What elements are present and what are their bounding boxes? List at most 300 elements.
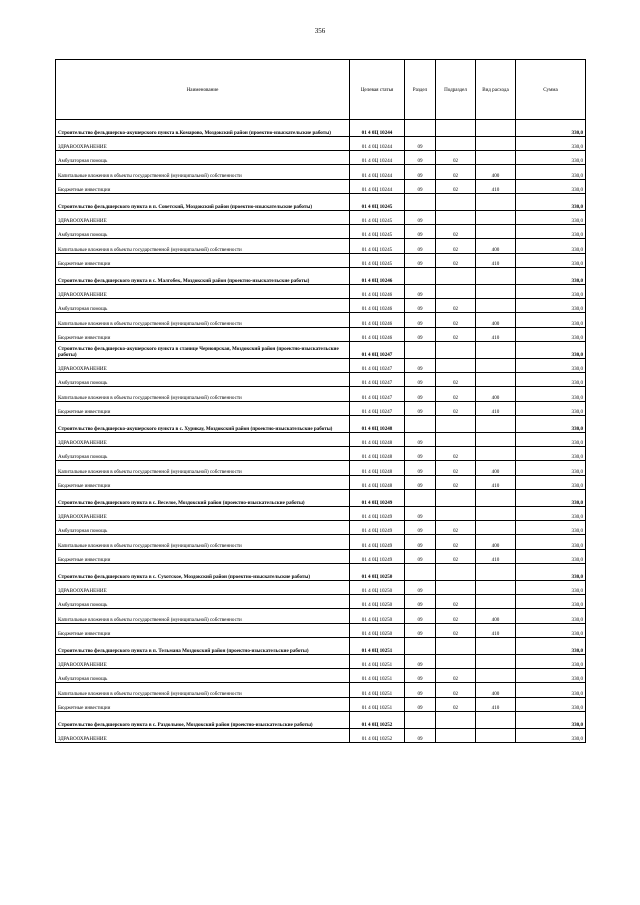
row-type-cell: 410 bbox=[476, 697, 516, 711]
table-row-object-title bbox=[56, 638, 586, 655]
table-row bbox=[56, 475, 586, 489]
row-section-cell: 09 bbox=[405, 210, 436, 224]
row-name-cell: Амбулаторная помощь bbox=[56, 151, 350, 165]
row-subsection-cell bbox=[436, 210, 476, 224]
row-code-cell: 01 4 0Ц 10244 bbox=[350, 165, 405, 179]
row-sum-cell: 330,0 bbox=[516, 580, 586, 594]
row-sum-cell: 330,0 bbox=[516, 609, 586, 623]
table-row bbox=[56, 165, 586, 179]
row-type-cell bbox=[476, 358, 516, 372]
row-name-cell: ЗДРАВООХРАНЕНИЕ bbox=[56, 358, 350, 372]
table-row bbox=[56, 669, 586, 683]
row-sum-cell: 330,0 bbox=[516, 373, 586, 387]
row-name-cell: Бюджетные инвестиции bbox=[56, 549, 350, 563]
object-code-cell: 01 4 0Ц 10249 bbox=[350, 490, 405, 507]
row-code-cell: 01 4 0Ц 10245 bbox=[350, 253, 405, 267]
row-subsection-cell: 02 bbox=[436, 239, 476, 253]
row-code-cell: 01 4 0Ц 10246 bbox=[350, 327, 405, 341]
row-subsection-cell: 02 bbox=[436, 401, 476, 415]
row-type-cell bbox=[476, 284, 516, 298]
row-section-cell: 09 bbox=[405, 358, 436, 372]
row-code-cell: 01 4 0Ц 10251 bbox=[350, 683, 405, 697]
row-code-cell: 01 4 0Ц 10246 bbox=[350, 299, 405, 313]
row-type-cell: 410 bbox=[476, 623, 516, 637]
row-sum-cell: 330,0 bbox=[516, 327, 586, 341]
row-code-cell: 01 4 0Ц 10245 bbox=[350, 239, 405, 253]
object-section-cell bbox=[405, 712, 436, 729]
row-name-cell: Бюджетные инвестиции bbox=[56, 697, 350, 711]
row-subsection-cell: 02 bbox=[436, 327, 476, 341]
row-sum-cell: 330,0 bbox=[516, 623, 586, 637]
table-row bbox=[56, 179, 586, 193]
row-code-cell: 01 4 0Ц 10245 bbox=[350, 225, 405, 239]
row-name-cell: ЗДРАВООХРАНЕНИЕ bbox=[56, 136, 350, 150]
row-code-cell: 01 4 0Ц 10249 bbox=[350, 535, 405, 549]
table-row bbox=[56, 609, 586, 623]
object-sum-cell: 330,0 bbox=[516, 564, 586, 581]
object-subsection-cell bbox=[436, 712, 476, 729]
row-type-cell: 400 bbox=[476, 535, 516, 549]
row-section-cell: 09 bbox=[405, 728, 436, 742]
row-code-cell: 01 4 0Ц 10251 bbox=[350, 654, 405, 668]
row-subsection-cell bbox=[436, 506, 476, 520]
row-name-cell: Амбулаторная помощь bbox=[56, 595, 350, 609]
row-section-cell: 09 bbox=[405, 521, 436, 535]
object-sum-cell: 330,0 bbox=[516, 194, 586, 211]
table-row bbox=[56, 580, 586, 594]
row-section-cell: 09 bbox=[405, 373, 436, 387]
object-title-cell: Строительство фельдшерского пункта в с. Сухотское, Моздокский район (проектно-изыскательские работы) bbox=[56, 564, 350, 581]
object-sum-cell: 330,0 bbox=[516, 490, 586, 507]
row-type-cell: 400 bbox=[476, 313, 516, 327]
column-header-name: Наименование bbox=[56, 60, 350, 120]
object-code-cell: 01 4 0Ц 10247 bbox=[350, 342, 405, 359]
row-name-cell: ЗДРАВООХРАНЕНИЕ bbox=[56, 654, 350, 668]
row-code-cell: 01 4 0Ц 10248 bbox=[350, 475, 405, 489]
row-section-cell: 09 bbox=[405, 549, 436, 563]
row-sum-cell: 330,0 bbox=[516, 401, 586, 415]
table-row bbox=[56, 313, 586, 327]
row-code-cell: 01 4 0Ц 10244 bbox=[350, 151, 405, 165]
row-type-cell bbox=[476, 373, 516, 387]
table-row bbox=[56, 210, 586, 224]
object-code-cell: 01 4 0Ц 10248 bbox=[350, 416, 405, 433]
object-code-cell: 01 4 0Ц 10245 bbox=[350, 194, 405, 211]
row-type-cell bbox=[476, 299, 516, 313]
row-type-cell: 410 bbox=[476, 475, 516, 489]
object-section-cell bbox=[405, 638, 436, 655]
object-subsection-cell bbox=[436, 564, 476, 581]
column-header-section: Раздел bbox=[405, 60, 436, 120]
row-name-cell: Капитальные вложения в объекты государственной (муниципальной) собственности bbox=[56, 165, 350, 179]
row-sum-cell: 330,0 bbox=[516, 535, 586, 549]
row-subsection-cell: 02 bbox=[436, 151, 476, 165]
row-type-cell: 410 bbox=[476, 549, 516, 563]
row-code-cell: 01 4 0Ц 10248 bbox=[350, 447, 405, 461]
row-type-cell: 400 bbox=[476, 609, 516, 623]
table-row bbox=[56, 151, 586, 165]
table-row bbox=[56, 253, 586, 267]
row-section-cell: 09 bbox=[405, 669, 436, 683]
object-section-cell bbox=[405, 416, 436, 433]
object-subsection-cell bbox=[436, 268, 476, 285]
object-subsection-cell bbox=[436, 490, 476, 507]
row-section-cell: 09 bbox=[405, 654, 436, 668]
row-type-cell: 400 bbox=[476, 461, 516, 475]
row-sum-cell: 330,0 bbox=[516, 239, 586, 253]
row-sum-cell: 330,0 bbox=[516, 697, 586, 711]
table-row bbox=[56, 728, 586, 742]
row-type-cell bbox=[476, 521, 516, 535]
row-subsection-cell: 02 bbox=[436, 595, 476, 609]
row-section-cell: 09 bbox=[405, 165, 436, 179]
object-title-cell: Строительство фельдшерского пункта в с. Малгобек, Моздокский район (проектно-изыскательские работы) bbox=[56, 268, 350, 285]
row-section-cell: 09 bbox=[405, 697, 436, 711]
row-type-cell bbox=[476, 506, 516, 520]
table-body bbox=[56, 120, 586, 743]
table-row-object-title bbox=[56, 712, 586, 729]
object-sum-cell: 330,0 bbox=[516, 120, 586, 137]
row-name-cell: ЗДРАВООХРАНЕНИЕ bbox=[56, 506, 350, 520]
page-number: 356 bbox=[314, 27, 326, 35]
row-type-cell bbox=[476, 432, 516, 446]
object-sum-cell: 330,0 bbox=[516, 416, 586, 433]
row-type-cell: 400 bbox=[476, 165, 516, 179]
table-row bbox=[56, 549, 586, 563]
row-name-cell: Амбулаторная помощь bbox=[56, 669, 350, 683]
row-sum-cell: 330,0 bbox=[516, 669, 586, 683]
object-title-cell: Строительство фельдшерско-акушерского пункта в станице Черноярская, Моздокский район (проектно-изыскательские работы) bbox=[56, 342, 350, 359]
row-type-cell bbox=[476, 580, 516, 594]
row-name-cell: Капитальные вложения в объекты государственной (муниципальной) собственности bbox=[56, 535, 350, 549]
table-header-row bbox=[56, 60, 586, 120]
row-name-cell: Капитальные вложения в объекты государственной (муниципальной) собственности bbox=[56, 461, 350, 475]
object-section-cell bbox=[405, 490, 436, 507]
object-section-cell bbox=[405, 268, 436, 285]
row-code-cell: 01 4 0Ц 10250 bbox=[350, 595, 405, 609]
row-section-cell: 09 bbox=[405, 179, 436, 193]
row-section-cell: 09 bbox=[405, 239, 436, 253]
object-subsection-cell bbox=[436, 342, 476, 359]
object-title-cell: Строительство фельдшерско-акушерского пункта в с. Хурикау, Моздокский район (проектно-изыскательские работы) bbox=[56, 416, 350, 433]
object-title-cell: Строительство фельдшерского пункта в п. Тельмана Моздокский район (проектно-изыскательские работы) bbox=[56, 638, 350, 655]
table-row bbox=[56, 327, 586, 341]
row-sum-cell: 330,0 bbox=[516, 136, 586, 150]
object-title-cell: Строительство фельдшерского пункта в с. Веселое, Моздокский район (проектно-изыскательские работы) bbox=[56, 490, 350, 507]
row-code-cell: 01 4 0Ц 10252 bbox=[350, 728, 405, 742]
row-section-cell: 09 bbox=[405, 151, 436, 165]
row-sum-cell: 330,0 bbox=[516, 683, 586, 697]
row-type-cell bbox=[476, 669, 516, 683]
table-row-object-title bbox=[56, 564, 586, 581]
table-row bbox=[56, 654, 586, 668]
table-row bbox=[56, 299, 586, 313]
object-section-cell bbox=[405, 342, 436, 359]
row-code-cell: 01 4 0Ц 10247 bbox=[350, 387, 405, 401]
row-section-cell: 09 bbox=[405, 683, 436, 697]
row-name-cell: Бюджетные инвестиции bbox=[56, 179, 350, 193]
row-type-cell bbox=[476, 728, 516, 742]
row-section-cell: 09 bbox=[405, 401, 436, 415]
row-code-cell: 01 4 0Ц 10244 bbox=[350, 179, 405, 193]
object-title-cell: Строительство фельдшерско-акушерского пункта в.Комарово, Моздокский район (проектно-изыскательские работы) bbox=[56, 120, 350, 137]
row-section-cell: 09 bbox=[405, 136, 436, 150]
row-sum-cell: 330,0 bbox=[516, 284, 586, 298]
table-row bbox=[56, 401, 586, 415]
row-subsection-cell bbox=[436, 580, 476, 594]
object-type-cell bbox=[476, 120, 516, 137]
row-subsection-cell: 02 bbox=[436, 253, 476, 267]
row-section-cell: 09 bbox=[405, 447, 436, 461]
object-subsection-cell bbox=[436, 416, 476, 433]
row-type-cell: 400 bbox=[476, 239, 516, 253]
row-sum-cell: 330,0 bbox=[516, 225, 586, 239]
object-subsection-cell bbox=[436, 638, 476, 655]
table-row bbox=[56, 239, 586, 253]
row-subsection-cell: 02 bbox=[436, 609, 476, 623]
row-code-cell: 01 4 0Ц 10250 bbox=[350, 623, 405, 637]
row-section-cell: 09 bbox=[405, 580, 436, 594]
row-name-cell: Амбулаторная помощь bbox=[56, 373, 350, 387]
table-row-object-title bbox=[56, 268, 586, 285]
row-type-cell: 400 bbox=[476, 683, 516, 697]
object-type-cell bbox=[476, 490, 516, 507]
row-sum-cell: 330,0 bbox=[516, 165, 586, 179]
table-row bbox=[56, 595, 586, 609]
object-sum-cell: 330,0 bbox=[516, 268, 586, 285]
object-type-cell bbox=[476, 194, 516, 211]
row-subsection-cell: 02 bbox=[436, 447, 476, 461]
table-row bbox=[56, 432, 586, 446]
row-name-cell: Бюджетные инвестиции bbox=[56, 623, 350, 637]
row-subsection-cell: 02 bbox=[436, 165, 476, 179]
row-name-cell: Бюджетные инвестиции bbox=[56, 475, 350, 489]
column-header-code: Целевая статья bbox=[350, 60, 405, 120]
row-subsection-cell bbox=[436, 728, 476, 742]
object-sum-cell: 330,0 bbox=[516, 712, 586, 729]
row-type-cell bbox=[476, 654, 516, 668]
row-sum-cell: 330,0 bbox=[516, 299, 586, 313]
row-section-cell: 09 bbox=[405, 506, 436, 520]
table-row bbox=[56, 447, 586, 461]
object-type-cell bbox=[476, 268, 516, 285]
row-name-cell: Амбулаторная помощь bbox=[56, 225, 350, 239]
row-code-cell: 01 4 0Ц 10247 bbox=[350, 358, 405, 372]
row-section-cell: 09 bbox=[405, 253, 436, 267]
row-subsection-cell: 02 bbox=[436, 683, 476, 697]
object-code-cell: 01 4 0Ц 10246 bbox=[350, 268, 405, 285]
object-section-cell bbox=[405, 120, 436, 137]
row-name-cell: Капитальные вложения в объекты государственной (муниципальной) собственности bbox=[56, 683, 350, 697]
object-sum-cell: 330,0 bbox=[516, 342, 586, 359]
row-type-cell bbox=[476, 225, 516, 239]
row-subsection-cell: 02 bbox=[436, 225, 476, 239]
row-code-cell: 01 4 0Ц 10251 bbox=[350, 697, 405, 711]
row-name-cell: Капитальные вложения в объекты государственной (муниципальной) собственности bbox=[56, 239, 350, 253]
row-sum-cell: 330,0 bbox=[516, 461, 586, 475]
row-section-cell: 09 bbox=[405, 299, 436, 313]
row-subsection-cell bbox=[436, 654, 476, 668]
row-section-cell: 09 bbox=[405, 623, 436, 637]
row-sum-cell: 330,0 bbox=[516, 595, 586, 609]
row-code-cell: 01 4 0Ц 10246 bbox=[350, 284, 405, 298]
row-name-cell: Капитальные вложения в объекты государственной (муниципальной) собственности bbox=[56, 609, 350, 623]
row-sum-cell: 330,0 bbox=[516, 549, 586, 563]
row-name-cell: Амбулаторная помощь bbox=[56, 299, 350, 313]
object-section-cell bbox=[405, 564, 436, 581]
table-row-object-title bbox=[56, 490, 586, 507]
object-title-cell: Строительство фельдшерского пункта в п. Советский, Моздокский район (проектно-изыскательские работы) bbox=[56, 194, 350, 211]
column-header-sum: Сумма bbox=[516, 60, 586, 120]
row-section-cell: 09 bbox=[405, 609, 436, 623]
row-subsection-cell: 02 bbox=[436, 669, 476, 683]
row-subsection-cell: 02 bbox=[436, 549, 476, 563]
row-sum-cell: 330,0 bbox=[516, 447, 586, 461]
row-subsection-cell bbox=[436, 284, 476, 298]
row-sum-cell: 330,0 bbox=[516, 313, 586, 327]
row-code-cell: 01 4 0Ц 10250 bbox=[350, 609, 405, 623]
row-type-cell: 410 bbox=[476, 327, 516, 341]
row-subsection-cell: 02 bbox=[436, 475, 476, 489]
table-row bbox=[56, 697, 586, 711]
row-section-cell: 09 bbox=[405, 313, 436, 327]
table-row bbox=[56, 387, 586, 401]
row-subsection-cell: 02 bbox=[436, 387, 476, 401]
object-code-cell: 01 4 0Ц 10251 bbox=[350, 638, 405, 655]
row-name-cell: Капитальные вложения в объекты государственной (муниципальной) собственности bbox=[56, 313, 350, 327]
table-row bbox=[56, 506, 586, 520]
row-code-cell: 01 4 0Ц 10246 bbox=[350, 313, 405, 327]
table-row bbox=[56, 535, 586, 549]
row-name-cell: ЗДРАВООХРАНЕНИЕ bbox=[56, 728, 350, 742]
row-section-cell: 09 bbox=[405, 475, 436, 489]
row-subsection-cell: 02 bbox=[436, 461, 476, 475]
row-code-cell: 01 4 0Ц 10245 bbox=[350, 210, 405, 224]
row-sum-cell: 330,0 bbox=[516, 253, 586, 267]
row-type-cell bbox=[476, 151, 516, 165]
object-type-cell bbox=[476, 342, 516, 359]
object-type-cell bbox=[476, 564, 516, 581]
row-type-cell: 410 bbox=[476, 179, 516, 193]
table-row bbox=[56, 225, 586, 239]
row-type-cell: 410 bbox=[476, 401, 516, 415]
row-code-cell: 01 4 0Ц 10247 bbox=[350, 401, 405, 415]
row-name-cell: ЗДРАВООХРАНЕНИЕ bbox=[56, 580, 350, 594]
table-row-object-title bbox=[56, 194, 586, 211]
row-subsection-cell: 02 bbox=[436, 179, 476, 193]
row-section-cell: 09 bbox=[405, 327, 436, 341]
row-sum-cell: 330,0 bbox=[516, 728, 586, 742]
row-sum-cell: 330,0 bbox=[516, 521, 586, 535]
table-row bbox=[56, 623, 586, 637]
row-section-cell: 09 bbox=[405, 595, 436, 609]
row-subsection-cell bbox=[436, 358, 476, 372]
row-sum-cell: 330,0 bbox=[516, 506, 586, 520]
row-sum-cell: 330,0 bbox=[516, 358, 586, 372]
row-type-cell bbox=[476, 210, 516, 224]
column-header-subsection: Подраздел bbox=[436, 60, 476, 120]
row-code-cell: 01 4 0Ц 10250 bbox=[350, 580, 405, 594]
row-name-cell: ЗДРАВООХРАНЕНИЕ bbox=[56, 432, 350, 446]
row-subsection-cell bbox=[436, 136, 476, 150]
object-title-cell: Строительство фельдшерского пункта в с. Раздольное, Моздокский район (проектно-изыскательские работы) bbox=[56, 712, 350, 729]
row-section-cell: 09 bbox=[405, 535, 436, 549]
row-type-cell bbox=[476, 447, 516, 461]
row-section-cell: 09 bbox=[405, 225, 436, 239]
row-name-cell: Бюджетные инвестиции bbox=[56, 253, 350, 267]
row-subsection-cell: 02 bbox=[436, 623, 476, 637]
object-type-cell bbox=[476, 712, 516, 729]
object-code-cell: 01 4 0Ц 10244 bbox=[350, 120, 405, 137]
row-name-cell: Капитальные вложения в объекты государственной (муниципальной) собственности bbox=[56, 387, 350, 401]
row-name-cell: Амбулаторная помощь bbox=[56, 521, 350, 535]
table-row bbox=[56, 136, 586, 150]
row-type-cell: 410 bbox=[476, 253, 516, 267]
object-code-cell: 01 4 0Ц 10252 bbox=[350, 712, 405, 729]
table-row-object-title bbox=[56, 342, 586, 359]
column-header-expense-type: Вид расхода bbox=[476, 60, 516, 120]
table-row-object-title bbox=[56, 416, 586, 433]
row-subsection-cell: 02 bbox=[436, 535, 476, 549]
row-code-cell: 01 4 0Ц 10249 bbox=[350, 521, 405, 535]
row-sum-cell: 330,0 bbox=[516, 387, 586, 401]
row-sum-cell: 330,0 bbox=[516, 432, 586, 446]
table-row bbox=[56, 373, 586, 387]
object-type-cell bbox=[476, 638, 516, 655]
row-code-cell: 01 4 0Ц 10249 bbox=[350, 549, 405, 563]
row-code-cell: 01 4 0Ц 10244 bbox=[350, 136, 405, 150]
object-subsection-cell bbox=[436, 194, 476, 211]
row-section-cell: 09 bbox=[405, 387, 436, 401]
row-code-cell: 01 4 0Ц 10247 bbox=[350, 373, 405, 387]
row-sum-cell: 330,0 bbox=[516, 210, 586, 224]
row-subsection-cell: 02 bbox=[436, 313, 476, 327]
table-row bbox=[56, 521, 586, 535]
row-name-cell: Бюджетные инвестиции bbox=[56, 401, 350, 415]
row-code-cell: 01 4 0Ц 10251 bbox=[350, 669, 405, 683]
row-sum-cell: 330,0 bbox=[516, 151, 586, 165]
row-subsection-cell: 02 bbox=[436, 373, 476, 387]
table-row bbox=[56, 358, 586, 372]
row-sum-cell: 330,0 bbox=[516, 475, 586, 489]
row-code-cell: 01 4 0Ц 10248 bbox=[350, 432, 405, 446]
row-code-cell: 01 4 0Ц 10248 bbox=[350, 461, 405, 475]
object-subsection-cell bbox=[436, 120, 476, 137]
table-row bbox=[56, 683, 586, 697]
row-name-cell: ЗДРАВООХРАНЕНИЕ bbox=[56, 284, 350, 298]
object-type-cell bbox=[476, 416, 516, 433]
object-code-cell: 01 4 0Ц 10250 bbox=[350, 564, 405, 581]
table-row bbox=[56, 461, 586, 475]
table-row bbox=[56, 284, 586, 298]
row-type-cell bbox=[476, 595, 516, 609]
row-code-cell: 01 4 0Ц 10249 bbox=[350, 506, 405, 520]
row-sum-cell: 330,0 bbox=[516, 654, 586, 668]
row-section-cell: 09 bbox=[405, 284, 436, 298]
table-row-object-title bbox=[56, 120, 586, 137]
row-subsection-cell: 02 bbox=[436, 697, 476, 711]
row-section-cell: 09 bbox=[405, 432, 436, 446]
row-type-cell: 400 bbox=[476, 387, 516, 401]
row-subsection-cell bbox=[436, 432, 476, 446]
row-name-cell: Амбулаторная помощь bbox=[56, 447, 350, 461]
row-type-cell bbox=[476, 136, 516, 150]
row-name-cell: Бюджетные инвестиции bbox=[56, 327, 350, 341]
object-sum-cell: 330,0 bbox=[516, 638, 586, 655]
row-sum-cell: 330,0 bbox=[516, 179, 586, 193]
row-section-cell: 09 bbox=[405, 461, 436, 475]
object-section-cell bbox=[405, 194, 436, 211]
